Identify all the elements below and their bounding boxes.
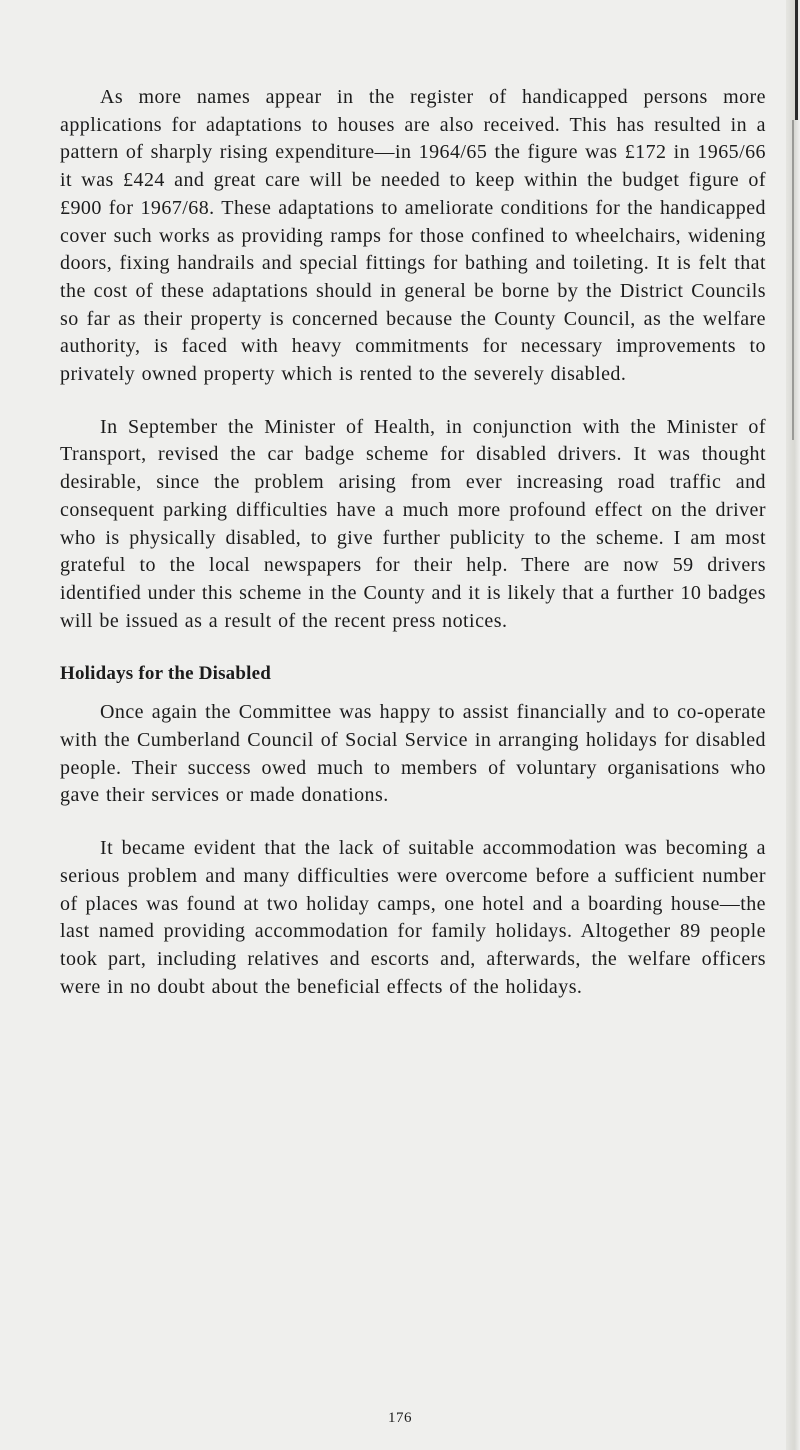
paragraph-car-badge-scheme: In September the Minister of Health, in conjunction with the Minister of Transport, revised the car badge scheme for disabled drivers. It was thought desirable, since the problem arising from ever increasing road traffic and consequent parking difficulties have a much more profound effect on the driver who is physically disabled, to give further publicity to the scheme. I am most grateful to the local newspapers for their help. There are now 59 drivers identified under this scheme in the County and it is likely that a further 10 badges will be issued as a result of the recent press notices. bbox=[60, 415, 766, 632]
paragraph-holidays-assistance: Once again the Committee was happy to assist financially and to co-operate with the Cumberland Council of Social Service in arranging holidays for disabled people. Their success owed much to members of voluntary organisations who gave their services or made donations. bbox=[60, 701, 766, 807]
body-text bbox=[60, 84, 766, 1001]
page-number: 176 bbox=[388, 1410, 412, 1426]
section-heading: Holidays for the Disabled bbox=[60, 663, 272, 685]
binding-shadow bbox=[792, 120, 794, 440]
binding-mark bbox=[795, 0, 798, 120]
paragraph-accommodation: It became evident that the lack of suitable accommodation was becoming a serious problem and many difficulties were overcome before a sufficient number of places was found at two holiday camps, one hotel and a boarding house—the last named providing accommodation for family holidays. Altogether 89 people took part, including relatives and escorts and, afterwards, the welfare officers were in no doubt about the beneficial effects of the holidays. bbox=[60, 837, 766, 998]
page-edge-shadow bbox=[786, 0, 800, 1450]
paragraph-adaptations: As more names appear in the register of handicapped persons more applications for adaptations to houses are also received. This has resulted in a pattern of sharply rising expenditure—in 1964/65 the figure was £172 in 1965/66 it was £424 and great care will be needed to keep within the budget figure of £900 for 1967/68. These adaptations to ameliorate conditions for the handicapped cover such works as providing ramps for those confined to wheelchairs, widening doors, fixing handrails and special fittings for bathing and toileting. It is felt that the cost of these adaptations should in general be borne by the District Councils so far as their property is concerned because the County Council, as the welfare authority, is faced with heavy commitments for necessary improvements to privately owned property which is rented to the severely disabled. bbox=[60, 86, 766, 386]
